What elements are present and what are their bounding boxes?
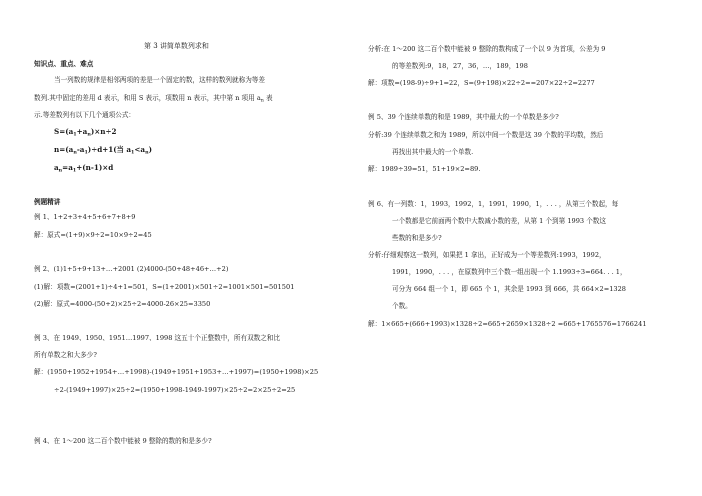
example-6-cont-2: 些数的和是多少?: [392, 234, 442, 242]
example-2-solution-1: (1)解：项数=(2001+1)÷4+1=501，S=(1+2001)×501÷2=1001×501=501501: [34, 283, 295, 291]
examples-heading: 例题精讲: [34, 198, 61, 206]
example-6-solution: 解：1×665+(666+1993)×1328÷2=665+2659×1328÷2 =665+1765576=1766241: [368, 320, 647, 328]
example-4-solution: 解：项数=(198-9)÷9+1=22，S=(9+198)×22÷2==207×22÷2=2277: [368, 79, 595, 87]
section-heading: 知识点、重点、难点: [34, 60, 94, 68]
example-3: 例 3、在 1949、1950、1951…1997、1998 这五十个正整数中，所有双数之和比: [34, 334, 281, 342]
example-4: 例 4、在 1～200 这二百个数中能被 9 整除的数的和是多少?: [34, 437, 212, 445]
example-1: 例 1、1+2+3+4+5+6+7+8+9: [34, 213, 136, 221]
intro-line-1: 当一列数的规律是相邻两项的差是一个固定的数，这样的数列就称为等差: [54, 76, 265, 84]
example-6-analysis-2: 1991，1990，. . . ，在原数列中三个数一组出现一个 1.1993÷3=664. . . 1，: [392, 268, 627, 276]
example-6-analysis-1: 分析:仔细观察这一数列，如果把 1 拿出，正好成为一个等差数列:1993，1992，: [368, 251, 606, 259]
formula-nth-term: $a_n=a_1+(n-1)\times d$: [54, 163, 114, 174]
example-4-analysis-2: 的等差数列:9，18，27，36，…，189，198: [392, 62, 528, 70]
example-3-solution-1: 解：(1950+1952+1954+…+1998)-(1949+1951+1953+…+1997)=(1950+1998)×25: [34, 368, 319, 376]
example-5-solution: 解：1989÷39=51，51+19×2=89.: [368, 165, 481, 173]
intro-line-3: 示.等差数列有以下几个通项公式：: [34, 111, 136, 119]
example-3-solution-2: ÷2-(1949+1997)×25÷2=(1950+1998-1949-1997)×25÷2=2×25÷2=25: [54, 386, 296, 394]
example-1-solution: 解：原式=(1+9)×9÷2=10×9÷2=45: [34, 231, 152, 239]
intro-line-2: 数列.其中固定的差用 d 表示，和用 S 表示，项数用 n 表示，其中第 n 项用 $a_n$ 表: [34, 94, 273, 104]
example-6-cont-1: 一个数都是它前面两个数中大数减小数的差，从第 1 个到第 1993 个数这: [392, 217, 606, 225]
formula-count: $n=(a_n-a_1)\div d+1$(当 $a_1<a_n$): [54, 145, 152, 156]
example-2: 例 2、(1)1+5+9+13+…+2001 (2)4000-(50+48+46+…+2): [34, 265, 229, 273]
formula-sum: $S=(a_1+a_n)\times n\div 2$: [54, 127, 117, 138]
page-title: 第 3 讲简单数列求和: [144, 42, 209, 50]
example-6-analysis-3: 可分为 664 组一个 1，即 665 个 1，其余是 1993 到 666，共 664×2=1328: [392, 285, 626, 293]
example-2-solution-2: (2)解：原式=4000-(50+2)×25÷2=4000-26×25=3350: [34, 300, 211, 308]
example-6: 例 6、有一列数：1，1993，1992，1，1991，1990，1，. . . ，从第三个数起，每: [368, 200, 619, 208]
example-3-cont: 所有单数之和大多少?: [34, 351, 97, 359]
example-5: 例 5、39 个连续单数的和是 1989，其中最大的一个单数是多少?: [368, 113, 559, 121]
example-5-analysis-1: 分析:39 个连续单数之和为 1989，所以中间一个数是这 39 个数的平均数，然后: [368, 131, 604, 139]
example-5-analysis-2: 再找出其中最大的一个单数.: [392, 148, 474, 156]
example-4-analysis-1: 分析:在 1～200 这二百个数中能被 9 整除的数构成了一个以 9 为首项，公差为 9: [368, 45, 606, 53]
example-6-analysis-4: 个数。: [392, 302, 412, 310]
